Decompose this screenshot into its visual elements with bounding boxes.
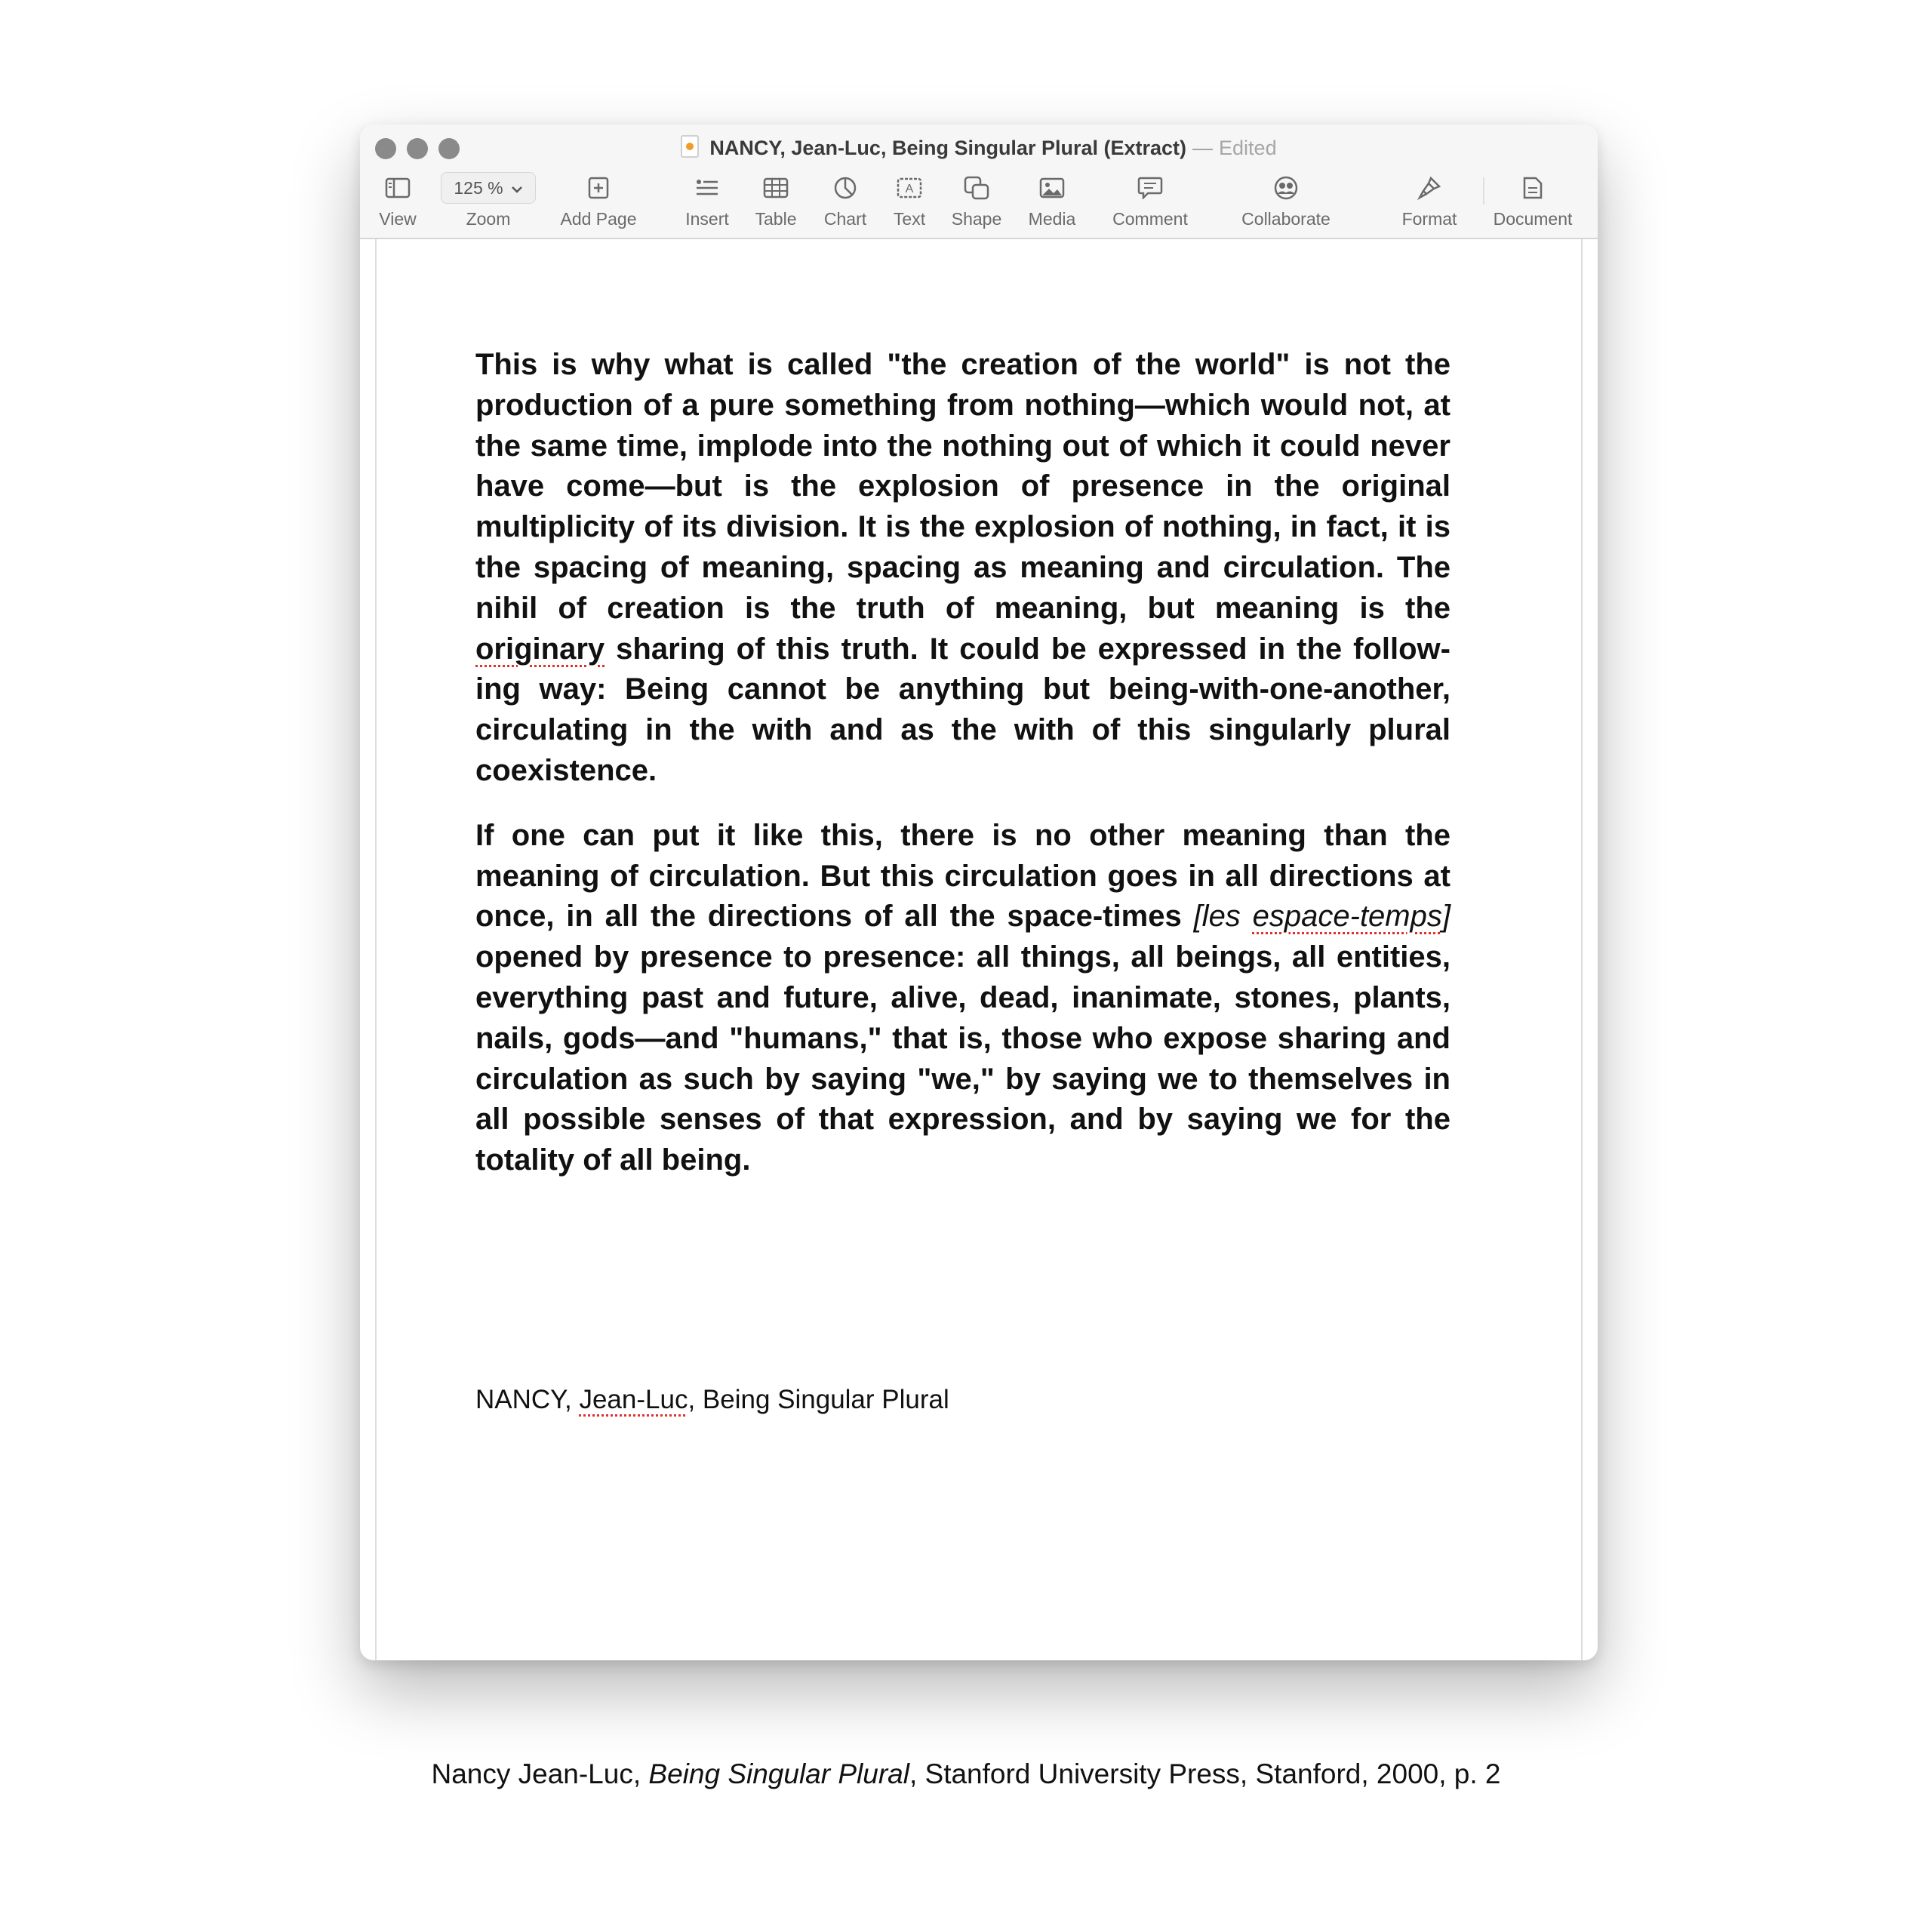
- zoom-control[interactable]: [428, 171, 549, 229]
- document-label: Document: [1493, 209, 1573, 229]
- format-button[interactable]: [1380, 171, 1478, 229]
- window-chrome: [360, 125, 1598, 239]
- window-title: [360, 135, 1598, 160]
- comment-icon: [1137, 171, 1163, 205]
- document-title: NANCY, Jean-Luc, Being Singular Plural (Extract): [709, 137, 1187, 159]
- media-button[interactable]: [1003, 171, 1101, 229]
- add-page-label: Add Page: [560, 209, 637, 229]
- document-file-icon: [681, 135, 699, 158]
- collaborate-label: Collaborate: [1241, 209, 1331, 229]
- chart-label: Chart: [823, 209, 867, 229]
- caption-author: Nancy Jean-Luc,: [431, 1758, 649, 1789]
- misspelled-word[interactable]: espace-temps: [1252, 900, 1442, 934]
- view-label: View: [379, 209, 417, 229]
- signature-text-c: , Being Singular Plural: [688, 1385, 949, 1414]
- shape-label: Shape: [951, 209, 1002, 229]
- chevron-down-icon: [511, 178, 523, 198]
- insert-label: Insert: [685, 209, 729, 229]
- citation-caption: [0, 1758, 1932, 1790]
- insert-list-icon: [695, 171, 719, 205]
- title-separator: —: [1192, 137, 1214, 159]
- document-icon: [1522, 171, 1543, 205]
- italic-phrase: [1194, 900, 1451, 933]
- zoom-dropdown[interactable]: [441, 172, 535, 204]
- misspelled-word[interactable]: originary: [475, 632, 605, 666]
- paragraph-1[interactable]: [475, 345, 1451, 792]
- text-label: Text: [893, 209, 926, 229]
- author-signature[interactable]: [475, 1385, 949, 1415]
- paragraph-2-text-a: If one can put it like this, there is no other meaning than the meaning of circulation. But this circulation goes in all directions at once, in all the directions of all the space-times: [475, 818, 1451, 934]
- paragraph-2[interactable]: [475, 816, 1451, 1181]
- table-label: Table: [755, 209, 797, 229]
- paragraph-1-text-c: sharing of this truth. It could be expressed in the follow- ing way: Being cannot be anything but being-with-one-another, circulating in the with and as the with of this singularly plural coexistence.: [475, 632, 1451, 787]
- comment-button[interactable]: [1101, 171, 1199, 229]
- caption-publication: , Stanford University Press, Stanford, 2000, p. 2: [909, 1758, 1501, 1789]
- shape-icon: [964, 171, 989, 205]
- add-page-icon: [588, 171, 609, 205]
- svg-text:A: A: [905, 183, 914, 195]
- edited-status: Edited: [1219, 137, 1277, 159]
- media-icon: [1039, 171, 1065, 205]
- chart-icon: [833, 171, 857, 205]
- paragraph-1-text-a: This is why what is called "the creation of the world" is not the production of a pure something from nothing—which would not, at the same time, implode into the nothing out of which it could never have come—but is the explosion of presence in the original multiplicity of its division. It is the explosion of nothing, in fact, it is the spacing of meaning, spacing as meaning and circulation. The nihil of creation is the truth of meaning, but meaning is the: [475, 348, 1451, 625]
- pages-window: [360, 125, 1598, 1660]
- media-label: Media: [1028, 209, 1076, 229]
- add-page-button[interactable]: [549, 171, 648, 229]
- italic-phrase-open: [les: [1193, 900, 1253, 934]
- italic-phrase-close: ]: [1441, 900, 1451, 934]
- collaborate-button[interactable]: [1218, 171, 1354, 229]
- comment-label: Comment: [1112, 209, 1188, 229]
- zoom-value: 125 %: [454, 177, 503, 198]
- format-brush-icon: [1417, 171, 1441, 205]
- misspelled-word[interactable]: Jean-Luc: [579, 1385, 688, 1414]
- document-page[interactable]: [375, 239, 1583, 1660]
- text-box-icon: [897, 171, 922, 205]
- signature-text-a: NANCY,: [475, 1385, 580, 1414]
- zoom-label: Zoom: [466, 209, 511, 229]
- collaborate-icon: [1272, 171, 1300, 205]
- caption-book-title: Being Singular Plural: [648, 1758, 909, 1789]
- document-button[interactable]: [1476, 171, 1589, 229]
- paragraph-2-text-c: opened by presence to presence: all things, all beings, all entities, everything past and future, alive, dead, inanimate, stones, plants, nails, gods—and "humans," that is, those who expose sharing and circulation as such by saying "we," by saying we to themselves in all possible senses of that expression, and by saying we for the totality of all being.: [475, 940, 1451, 1177]
- format-label: Format: [1401, 209, 1457, 229]
- body-text[interactable]: [475, 345, 1451, 1205]
- table-icon: [763, 171, 789, 205]
- sidebar-icon: [385, 171, 411, 205]
